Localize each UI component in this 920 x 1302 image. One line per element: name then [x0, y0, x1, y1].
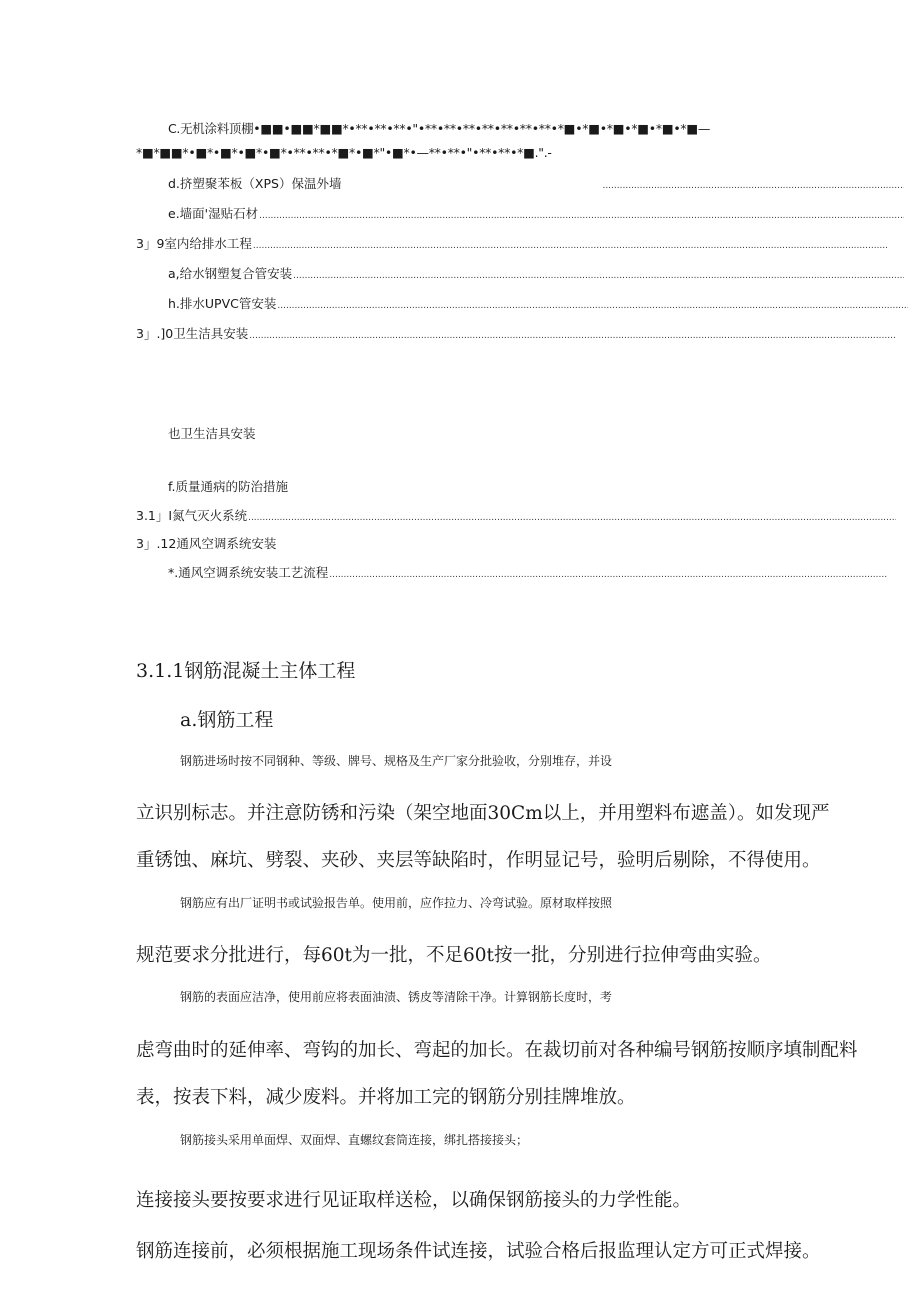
- para-1-line-2: 立识别标志。并注意防锈和污染（架空地面30Cm以上，并用塑料布遮盖）。如发现严: [136, 803, 830, 824]
- toc-line-inorganic-ceiling: C.无机涂料顶棚•■■•■■*■■*•**•**•**•"•**•**•**•**•**•**•**•*■•*■•*■•*■•*■•*■—: [168, 121, 711, 136]
- toc-leader: [329, 566, 888, 584]
- toc-entry-upvc: [168, 295, 908, 315]
- toc-entry-water-pipe: [168, 265, 904, 285]
- section-heading: 3.1.1钢筋混凝土主体工程: [136, 660, 356, 682]
- toc-entry-label: 3」9室内给排水工程: [136, 236, 252, 251]
- toc-entry-hvac-flow: [168, 564, 888, 584]
- toc-leader: [249, 327, 896, 345]
- toc-entry-3-10: [136, 325, 896, 345]
- toc-entry-label: 3」.]0卫生洁具安装: [136, 326, 249, 341]
- subsection-heading: a.钢筋工程: [180, 709, 274, 731]
- toc-line-continuation: *■*■■*•■*•■*•■*•■*•**•**•*■*•■*"•■*•—**•**•"•**•**•*■.".-: [136, 145, 552, 160]
- para-3-line-2: 虑弯曲时的延伸率、弯钩的加长、弯起的加长。在裁切前对各种编号钢筋按顺序填制配料: [136, 1040, 858, 1061]
- toc-line-3-12: 3」.12通风空调系统安装: [136, 536, 277, 551]
- para-2-line-2: 规范要求分批进行，每60t为一批，不足60t按一批，分别进行拉伸弯曲实验。: [136, 945, 772, 966]
- toc-entry-label: *.通风空调系统安装工艺流程: [168, 565, 329, 580]
- toc-entry-label: d.挤塑聚苯板（XPS）保温外墙: [168, 176, 342, 191]
- para-2-line-1: 钢筋应有出厂证明书或试验报告单。使用前，应作拉力、冷弯试验。原材取样按照: [180, 896, 613, 910]
- toc-entry-3-11: [136, 507, 896, 527]
- toc-entry-3-9: [136, 235, 888, 255]
- toc-leader: [293, 267, 904, 285]
- toc-leader: [248, 509, 896, 527]
- toc-entry-label: h.排水UPVC管安装: [168, 296, 277, 311]
- toc-entry-label: a,给水钢塑复合管安装: [168, 266, 293, 281]
- para-1-line-3: 重锈蚀、麻坑、劈裂、夹砂、夹层等缺陷时，作明显记号，验明后剔除，不得使用。: [136, 850, 821, 871]
- para-4-line-1: 钢筋接头采用单面焊、双面焊、直螺纹套筒连接，绑扎搭接接头；: [180, 1133, 529, 1147]
- para-1-line-1: 钢筋进场时按不同钢种、等级、牌号、规格及生产厂家分批验收，分别堆存，并设: [180, 754, 613, 768]
- toc-line-sanitary: 也卫生洁具安装: [168, 426, 256, 441]
- para-5-line-1: 连接接头要按要求进行见证取样送检，以确保钢筋接头的力学性能。: [136, 1190, 692, 1211]
- toc-entry-label: e.墙面'湿贴石材: [168, 206, 259, 221]
- para-3-line-1: 钢筋的表面应洁净，使用前应将表面油渍、锈皮等清除干净。计算钢筋长度时，考: [180, 990, 613, 1004]
- toc-leader: [602, 177, 904, 195]
- toc-entry-label: 3.1」I氮气灭火系统: [136, 508, 248, 523]
- para-3-line-3: 表，按表下料，减少废料。并将加工完的钢筋分别挂牌堆放。: [136, 1087, 636, 1108]
- toc-line-quality: f.质量通病的防治措施: [168, 479, 288, 494]
- toc-leader: [277, 297, 908, 315]
- toc-leader: [259, 207, 904, 225]
- toc-entry-stone: [168, 205, 904, 225]
- para-6-line-1: 钢筋连接前，必须根据施工现场条件试连接，试验合格后报监理认定方可正式焊接。: [136, 1241, 821, 1262]
- toc-entry-xps: [168, 175, 904, 195]
- toc-leader: [253, 237, 888, 255]
